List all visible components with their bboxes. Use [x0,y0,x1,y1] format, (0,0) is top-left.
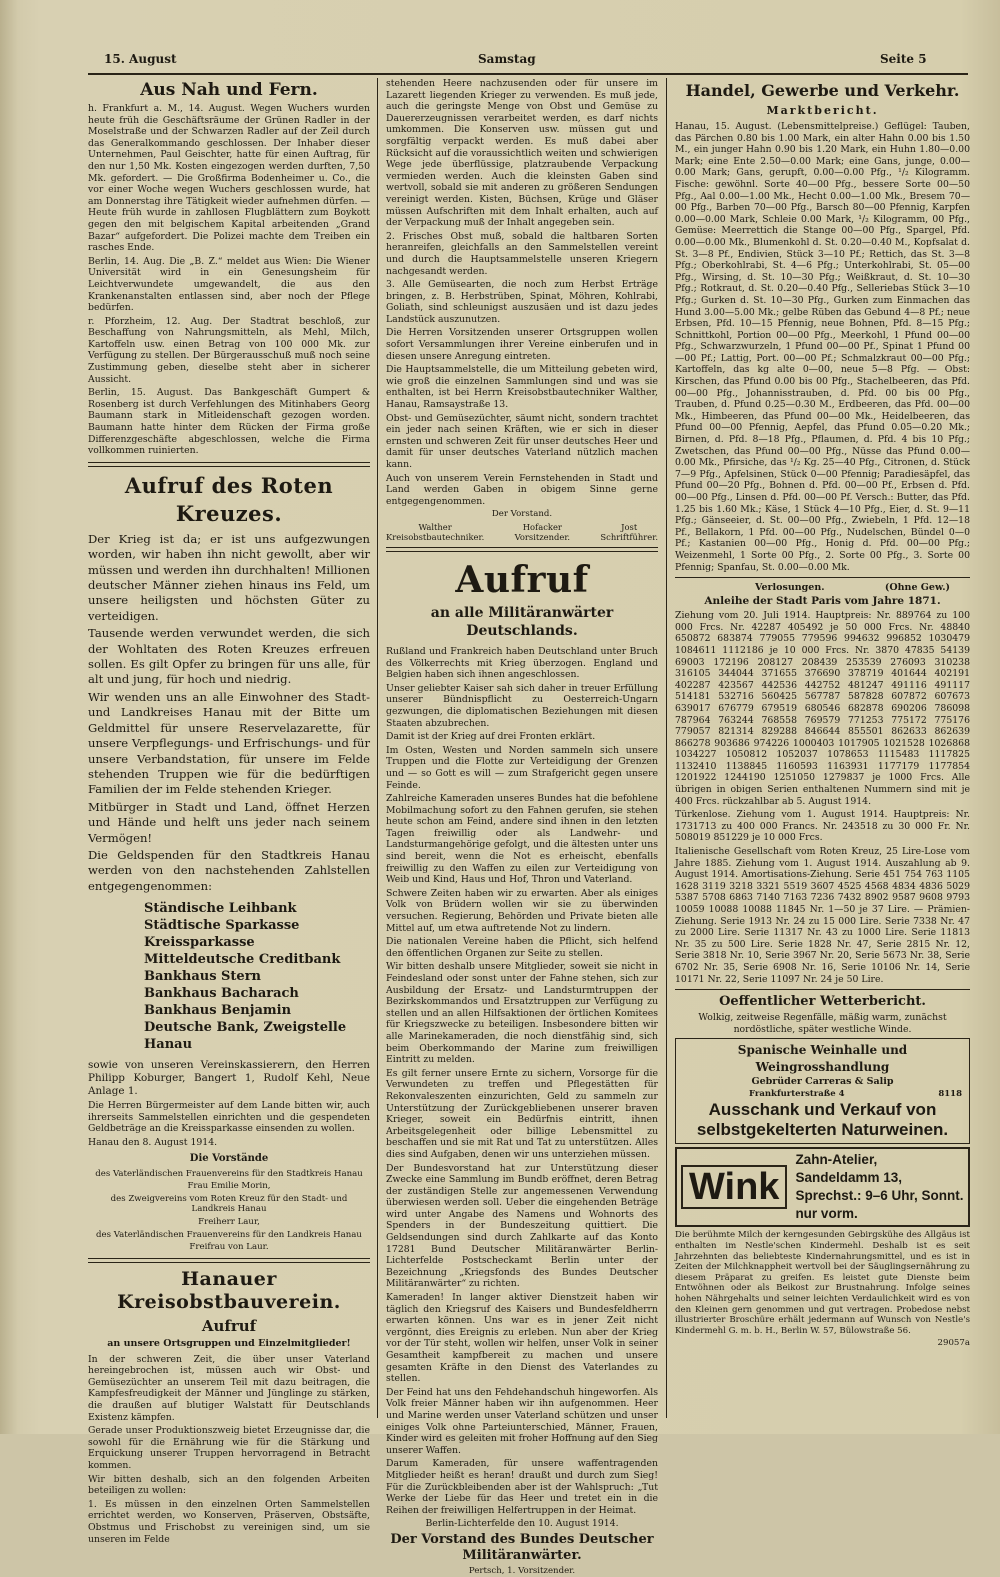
article-paragraph: h. Frankfurt a. M., 14. August. Wegen Wuchers wurden heute früh die Geschäftsräume der Grünen Radler in der Moselstraße und der Schwarzen Radler auf der Zeil durch das Generalkommando geschlossen. Der Inhaber dieser Unternehmen, Paul Geischter, hatte für einen Auftrag, für den nur 1,50 Mk. Kosten eingezogen werden durften, 7,50 Mk. gefordert. — Die Großfirma Bodenheimer u. Co., die vor einer Woche wegen Wuchers geschlossen wurde, hat am Donnerstag ihre Tätigkeit wieder aufnehmen dürfen. — Heute früh wurde in zahllosen Flugblättern zum Boykott gegen den mit belgischem Kapital arbeitenden „Grand Bazar“ aufgefordert. Die Polizei machte dem Treiben ein rasches Ende. [88,103,370,254]
page-header [0,52,1000,72]
article-paragraph: Zahlreiche Kameraden unseres Bundes hat die befohlene Mobilmachung sofort zu den Fahnen gerufen, sie stehen heute schon am Feind, andere sind ihnen in den letzten Tagen freiwillig oder als Landwehr- und Landsturmangehörige gefolgt, und die ältesten unter uns sind bereit, wenn die Not es erheischt, ebenfalls freiwillig zu den Waffen zu eilen zur Verteidigung von Weib und Kind, Haus und Hof, Thron und Vaterland. [386,793,658,886]
section-divider [88,462,370,467]
ad-line: selbstgekelterten Naturweinen. [696,1120,949,1140]
section-divider [675,989,970,990]
article-paragraph: Darum Kameraden, für unsere waffentragenden Mitglieder heißt es heran! draußt und durch zum Sieg! Für die Zurückbleibenden aber ist der Wahlspruch: „Tut Werke der Liebe für das Heer und tretet ein in die Reihen der freiwilligen Helfertruppen in der Heimat. [386,1458,658,1516]
article-paragraph: Gerade unser Produktionszweig bietet Erzeugnisse dar, die sowohl für die Ernährung wie für die Stärkung und Erquickung unserer Truppen hervorragend in Betracht kommen. [88,1425,370,1472]
bank-list [88,900,370,1053]
lottery-results: Türkenlose. Ziehung vom 1. August 1914. Hauptpreis: Nr. 1731713 zu 400 000 Francs. Nr. 243518 zu 30 000 Fr. Nr. 508019 851229 je 10 000 Frcs. [675,809,970,844]
signature-line: des Vaterländischen Frauenvereins für den Landkreis Hanau [96,1229,362,1240]
signature-line: des Vaterländischen Frauenvereins für den Stadtkreis Hanau [95,1168,363,1179]
advertisement-weinhalle [675,1038,970,1144]
article-paragraph: Berlin, 15. August. Das Bankgeschäft Gumpert & Rosenberg ist durch Verfehlungen des Mitinhabers Georg Baumann stark in Mitleidenschaft gezogen worden. Baumann hatte hinter dem Rücken der Firma große Differenzgeschäfte abgeschlossen, welche die Firma vollkommen ruinierten. [88,387,370,457]
article-subtitle: an alle Militäranwärter Deutschlands. [430,604,614,639]
article-paragraph: Berlin, 14. Aug. Die „B. Z.“ meldet aus Wien: Die Wiener Universität wird in ein Genesungsheim für Leichtverwundete umgewandelt, die aus den Krankenanstalten entlassen sind, aber noch der Pflege bedürfen. [88,255,370,314]
column-2 [386,78,658,1576]
bank-name: Ständische Leihbank [144,901,297,917]
article-title-rotes-kreuz: Aufruf des Roten Kreuzes. [124,472,334,526]
signature-line: Freifrau von Laur. [189,1242,269,1253]
column-rule-1 [377,78,378,1418]
lottery-results: Ziehung vom 20. Juli 1914. Hauptpreis: Nr. 889764 zu 100 000 Frcs. Nr. 42287 405492 je 50 000 Frcs. Nr. 48840 650872 683874 779055 779596 994632 996852 1030479 1084611 1112186 je 10 000 Frcs. Nr. 3870 47835 54139 69003 172196 208127 208439 253539 276093 310238 316105 344044 371655 376690 378719 401644 402191 402287 423567 442536 442752 481247 491116 491117 514181 532716 560425 567787 587828 607872 607673 639017 676779 679519 680546 682878 690206 786098 787964 763244 768558 769579 771253 775172 775176 779057 821314 829288 846644 855501 862633 862639 866278 903686 974226 1000403 1017905 1021528 1026868 1034227 1050812 1052037 1078653 1115483 1117825 1132410 1138845 1160593 1163931 1177179 1177854 1201922 1244190 1251050 1279837 je 1000 Frcs. Alle übrigen in obigen Serien enthaltenen Nummern sind mit je 400 Frcs. rückzahlbar ab 5. August 1914. [675,610,970,807]
signature-name: Hofacker [522,521,562,532]
article-paragraph: Auch von unserem Verein Fernstehenden in Stadt und Land werden Gaben in obigem Sinne gerne entgegengenommen. [386,472,658,507]
section-title-handel: Handel, Gewerbe und Verkehr. [685,81,960,100]
bank-name: Kreissparkasse [144,935,255,951]
signature-line: Freiherr Laur, [198,1216,260,1227]
lottery-title: Anleihe der Stadt Paris vom Jahre 1871. [704,595,941,608]
market-report: Hanau, 15. August. (Lebensmittelpreise.) Geflügel: Tauben, das Pärchen 0.80 bis 1.00 Mark, ein alter Hahn 0.00 bis 1.50 M., ein junger Hahn 0.90 bis 1.20 Mark, ein Huhn 1.80—0.00 Mark; eine Ente 2.50—0.00 Mark; eine Gans, junge, 0.00—0.00 Mark; Gans, gerupft, 0.00—0.00 Pfg., ¹/₂ Kilogramm. Fische: gewöhnl. Sorte 40—00 Pfg., bessere Sorte 00—50 Pfg., Aal 0.00—1.00 Mk., Hecht 0.00—1.00 Mk., Bresem 70—00 Pfg., Barben 70—00 Pfg., Barsch 80—00 Pfennig, Karpfen 0.00—0.00 Mark, Schleie 0.00 Mark, ¹/₂ Kilogramm, 00 Pfg., Gemüse: Meerrettich die Stange 00—00 Pfg., Spargel, Pfd. 0.00—0.00 Mk., Blumenkohl d. St. 0.20—0.40 M., Kopfsalat d. St. 3—8 Pf., Endivien, Stück 3—10 Pf.; Rettich, das St. 3—8 Pfg.; Oberkohlrabi, St. 4—6 Pfg.; Unterkohlrabi, St. 05—00 Pfg., Wirsing, d. St. 10—30 Pfg.; Weißkraut, d. St. 10—30 Pfg.; Rotkraut, d. St. 0.20—0.40 Pfg., Selleriebas Stück 3—10 Pfg.; Gurken d. St. 10—30 Pfg., Gurken zum Einmachen das Hund 3.00—5.00 Mk.; gelbe Rüben das Gebund 4—8 Pf.; neue Erbsen, Pfd. 10—15 Pfennig, neue Bohnen, Pfd. 8—15 Pfg.; Schnittkohl, Portion 00—00 Pfg., Meerkohl, 1 Pfund 00—00 Pfg., Schwarzwurzeln, 1 Pfund 00—00 Pf., Spinat 1 Pfund 00—00 Pf.; Lattig, Port. 00—00 Pf.; Schmalzkraut 00—00 Pfg.; Kartoffeln, das kg alte 0—00, neue 5—8 Pfg. — Obst: Kirschen, das Pfund 0.00 bis 00 Pfg., Stachelbeeren, das Pfd. 00—00 Pfg., Johannisstrauben, d. Pfd. 00 bis 00 Pfg., Trauben, d. Pfund 0.25—0.30 M., Erdbeeren, das Pfd. 00—00 Mk., Himbeeren, das Pfund 00—00 Mk., Heidelbeeren, das Pfund 00—00 Pfennig, Aepfel, das Pfund 0.05—0.20 Mk.; Birnen, d. Pfd. 8—18 Pfg., Pflaumen, d. Pfd. 4 bis 10 Pfg.; Zwetschen, das Pfund 00—00 Pfg., Nüsse das Pfund 0.00—0.00 Mk., Pfirsiche, das ¹/₂ Kg. 25—40 Pfg., Citronen, d. Stück 7—9 Pfg., Apfelsinen, Stück 0—00 Pfennig; Paradiesäpfel, das Pfund 00—20 Pfg., Bohnen d. Pfd. 00—00 Pf., Erbsen d. Pfd. 00—00 Pfg., Linsen d. Pfd. 00—00 Pf. Versch.: Butter, das Pfd. 1.25 bis 1.60 Mk.; Käse, 1 Stück 4—10 Pfg., Eier, d. St. 9—11 Pfg.; Gänseeier, d. St. 00—00 Pfg., Zwiebeln, 1 Pfd. 12—18 Pf., Bellakorn, 1 Pfd. 00—00 Pfg., Nudelschen, Bündel 0—0 Pf.; Kastanien 00—00 Pfg., Honig d. Pfd. 00—00 Pfg.; Weizenmehl, 1 Sorte 00 Pfg., 2. Sorte 00 Pfg., 3. Sorte 00 Pfennig; Spanfau, St. 0.00—0.00 Mk. [675,121,970,573]
column-3 [675,78,970,1418]
signature [386,522,484,542]
signature-name: Walther [418,521,452,532]
article-paragraph: Der Krieg ist da; er ist uns aufgezwungen worden, wir haben ihn nicht gewollt, aber wir müssen und werden ihn durchhalten! Millionen deutscher Männer ziehen hinaus ins Feld, um unsere heiligsten und höchsten Güter zu verteidigen. [88,531,370,623]
article-paragraph: r. Pforzheim, 12. Aug. Der Stadtrat beschloß, zur Beschaffung von Nahrungsmitteln, als Mehl, Milch, Kartoffeln usw. einen Betrag von 100 000 Mk. zur Verfügung zu stellen. Der Bürgerausschuß muß noch seine Zustimmung geben, dieselbe steht aber in sicherer Aussicht. [88,315,370,385]
ad-line: Ausschank und Verkauf von [708,1100,937,1120]
article-paragraph: Unser geliebter Kaiser sah sich daher in treuer Erfüllung unserer Bündnispflicht zu Oesterreich-Ungarn gezwungen, die diplomatischen Beziehungen mit diesen Staaten abzubrechen. [386,682,658,729]
article-paragraph: Die Geldspenden für den Stadtkreis Hanau werden von den nachstehenden Zahlstellen entgegengenommen: [88,847,370,893]
article-paragraph: Die Herren Bürgermeister auf dem Lande bitten wir, auch ihrerseits Sammelstellen einrichten und die gespendeten Geldbeträge an die Kreissparkasse einsenden zu wollen. [88,1100,370,1135]
lottery-results: Italienische Gesellschaft vom Roten Kreuz, 25 Lire-Lose vom Jahre 1885. Ziehung vom 1. August 1914. Auszahlung ab 9. August 1914. Amortisations-Ziehung. Serie 451 754 763 1105 1628 3119 3218 3321 5519 3607 4525 4568 4834 4836 5029 5387 5708 6863 7140 7163 7236 7432 8902 9587 9608 9793 10059 10088 10088 11845 Nr. 1—50 je 37 Lire. — Prämien-Ziehung. Serie 1913 Nr. 24 zu 15 000 Lire. Serie 7338 Nr. 47 zu 2000 Lire. Serie 11317 Nr. 43 zu 1000 Lire. Serie 11813 Nr. 35 zu 500 Lire. Serie 1828 Nr. 47, Serie 2815 Nr. 12, Serie 3818 Nr. 10, Serie 3967 Nr. 20, Serie 5673 Nr. 38, Serie 6702 Nr. 35, Serie 6908 Nr. 16, Serie 10106 Nr. 14, Serie 10171 Nr. 22, Serie 11097 Nr. 24 je 50 Lire. [675,846,970,985]
article-paragraph: Der Feind hat uns den Fehdehandschuh hingeworfen. Als Volk freier Männer haben wir ihn aufgenommen. Heer und Marine werden unser Vaterland schützen und unser einiges Volk ohne Parteiunterschied, Männer, Frauen, Kinder wird es geleiten mit froher Hoffnung auf den Sieg unserer Waffen. [386,1386,658,1456]
article-title-aufruf: Aufruf [455,558,589,601]
bank-name: Bankhaus Stern [144,969,262,985]
ad-firm: Gebrüder Carreras & Salip [751,1076,894,1088]
bank-name: Städtische Sparkasse [144,918,300,934]
signature [600,522,658,542]
article-paragraph: Hanau den 8. August 1914. [88,1136,218,1148]
article-paragraph: Tausende werden verwundet werden, die sich der Wohltaten des Roten Kreuzes erfreuen sollen. Es gilt Opfer zu bringen für uns alle, für alt und jung, für hoch und niedrig. [88,626,370,687]
article-paragraph: 2. Frisches Obst muß, sobald die haltbaren Sorten heranreifen, gleichfalls an den Sammelstellen vereint und durch die Hauptsammelstelle unseren Kriegern nachgesandt werden. [386,230,658,277]
ad-title: Spanische Weinhalle und Weingrosshandlung [737,1043,908,1075]
ad-line: Sprechst.: 9–6 Uhr, Sonnt. nur vorm. [795,1188,964,1222]
column-rule-2 [666,78,667,1418]
article-paragraph: Wir wenden uns an alle Einwohner des Stadt- und Landkreises Hanau mit der Bitte um Geldmittel für unsere Reservelazarette, für unsere Verpflegungs- und Erfrischungs- und für unsere Verbandstation, für unsere im Felde stehenden Truppen wie für die bedürftigen Familien der im Felde stehenden Krieger. [88,689,370,797]
advertisement-nestle: Die berühmte Milch der kerngesunden Gebirgskühe des Allgäus ist enthalten im Nestle'schen Kindermehl. Deshalb ist es seit Jahrzehnten das beliebteste Kindernahrungsmittel, und es ist in Zeiten der Milchknappheit wertvoll bei der Säuglingsernährung zu diesem Präparat zu greifen. Es leistet gute Dienste beim Entwöhnen oder als Beikost zur Brustnahrung. Infolge seines hohen Nährgehalts und seiner leichten Verdaulichkeit wird es von den Kleinen gern genommen und gut vertragen. Probedose nebst illustrierter Broschüre erhält jedermann auf Wunsch von Nestle's Kindermehl G. m. b. H., Berlin W. 57, Bülowstraße 56. [675,1230,970,1336]
section-divider [88,1258,370,1263]
signature-row [386,522,658,542]
article-paragraph: sowie von unseren Vereinskassierern, den Herren Philipp Koburger, Bangert 1, Rudolf Kehl, Neue Anlage 1. [88,1059,370,1098]
article-paragraph: stehenden Heere nachzusenden oder für unsere im Lazarett liegenden Krieger zu verwenden. Es muß jede, auch die geringste Menge von Obst und Gemüse zu Dauererzeugnissen verarbeitet werden, es darf nichts umkommen. Die Konserven usw. müssen gut und sorgfältig verpackt werden. Es muß dabei aber Rücksicht auf die voraussichtlich weiten und schwierigen Wege jede überflüssige, platzraubende Verpackung vermieden werden. Auch die kleinsten Gaben sind wertvoll, sobald sie mit anderen zu größeren Sendungen vereinigt werden. Kisten, Büchsen, Krüge und Gläser müssen Aufschriften mit dem Inhalt erhalten, auch auf der Verpackung muß der Inhalt angegeben sein. [386,78,658,229]
bank-name: Bankhaus Benjamin [144,1003,292,1019]
ad-details [795,1151,964,1223]
ad-code: 8118 [938,1089,962,1100]
lottery-header [755,582,950,593]
article-paragraph: Mitbürger in Stadt und Land, öffnet Herzen und Hände und helft uns jeder nach seinem Vermögen! [88,799,370,845]
lottery-heading: Verlosungen. [755,582,825,594]
ad-address-row [679,1088,966,1100]
article-paragraph: 3. Alle Gemüsearten, die noch zum Herbst Erträge bringen, z. B. Herbstrüben, Spinat, Möhren, Kohlrabi, Goliath, sind schleunigst auszusäen und ist dazu jedes Landstück auszunutzen. [386,279,658,325]
signature-name: Jost [621,521,638,532]
header-date: 15. August [104,52,177,66]
ad-logo-wink: Wink [681,1165,787,1209]
article-paragraph: Im Osten, Westen und Norden sammeln sich unsere Truppen und die Flotte zur Verteidigung der Grenzen und — so Gott es will — zum Strafgericht gegen unsere Feinde. [386,744,658,791]
signature-role: Kreisobstbautechniker. [386,531,485,542]
bank-name: Bankhaus Bacharach [144,986,299,1002]
weather-title: Oeffentlicher Wetterbericht. [719,994,926,1010]
advertisement-wink [675,1147,970,1227]
bank-name: Mitteldeutsche Creditbank [144,952,341,968]
section-subtitle: Marktbericht. [766,104,879,117]
section-divider [675,577,970,578]
section-divider [386,547,658,552]
signature-heading: Der Vorstand. [491,509,553,520]
article-title-kreisobstbauverein: Hanauer Kreisobstbauverein. [117,1267,341,1313]
header-weekday: Samstag [478,52,536,66]
article-paragraph: Es gilt ferner unsere Ernte zu sichern, Vorsorge für die Verwundeten zu treffen und Pflegestätten für Rekonvaleszenten einzurichten, Geld zu sammeln zur Unterstützung der Zurückgebliebenen unserer braven Krieger, soweit ein Bedürfnis eintritt, ihnen Arbeitsgelegenheit oder billige Lebensmittel zu beschaffen und sie mit Rat und Tat zu unterstützen. Alles dies sind Aufgaben, denen wir uns unterziehen müssen. [386,1067,658,1160]
article-paragraph: Die Hauptsammelstelle, die um Mitteilung gebeten wird, wie groß die einzelnen Sammlungen sind und was sie enthalten, ist bei Herrn Kreisobstbautechniker Walther, Hanau, Ramsaystraße 13. [386,364,658,411]
article-paragraph: Der Bundesvorstand hat zur Unterstützung dieser Zwecke eine Sammlung im Bundb eröffnet, deren Betrag der zuständigen Stelle zur angemessenen Verwendung überwiesen werden soll. Ueber die eingehenden Beträge wird unter Angabe des Namens und Wohnorts des Spenders in der Bundeszeitung quittiert. Die Geldsendungen sind durch Zahlkarte auf das Konto 17281 Bund Deutscher Militäranwärter Berlin-Lichterfelde Postscheckamt Berlin unter der Bezeichnung „Kriegsfonds des Bundes Deutscher Militäranwärter“ zu richten. [386,1162,658,1290]
article-paragraph: Wir bitten deshalb unsere Mitglieder, soweit sie nicht in Feindesland oder sonst unter der Fahne stehen, sich zur Ausbildung der Ersatz- und Landsturmtruppen der Bezirkskommandos und Ersatztruppen zur Verfügung zu stellen und an allen Hilfsaktionen der örtlichen Komitees für Kriegszwecke zu beteiligen. Insbesondere bitten wir alle Marinekameraden, die noch dienstfähig sind, sich beim Oberkommando der Marine zum freiwilligen Eintritt zu melden. [386,961,658,1066]
article-paragraph: Kameraden! In langer aktiver Dienstzeit haben wir täglich den Kriegsruf des Kaisers und Bundesfeldherrn erwarten können. Uns war es in jener Zeit nicht vergönnt, dies Ereignis zu erleben. Nun aber der Krieg vor der Tür steht, wollen wir helfen, unser Volk in seiner Gesamtheit kampfbereit zu machen und unsere gesamten Kräfte in den Dienst des Vaterlandes zu stellen. [386,1292,658,1385]
article-signature-title: Der Vorstand des Bundes Deutscher Militäranwärter. [390,1531,654,1563]
bank-name: Deutsche Bank, Zweigstelle Hanau [144,1020,347,1053]
article-paragraph: Die nationalen Vereine haben die Pflicht, sich helfend den öffentlichen Organen zur Seite zu stellen. [386,936,658,959]
ad-address: Frankfurterstraße 4 [749,1089,845,1100]
lottery-note: (Ohne Gew.) [884,582,950,594]
signature-line: des Zweigvereins vom Roten Kreuz für den Stadt- und Landkreis Hanau [110,1193,348,1215]
article-paragraph: In der schweren Zeit, die über unser Vaterland hereingebrochen ist, müssen auch wir Obst- und Gemüsezüchter an unserem Teil mit dazu beitragen, die Kampfesfreudigkeit der Männer und Jünglinge zu stärken, die draußen auf blutiger Walstatt für Deutschlands Existenz kämpfen. [88,1353,370,1423]
signature-role: Vorsitzender. [514,531,571,542]
weather-text: Wolkig, zeitweise Regenfälle, mäßig warm, zunächst nordöstliche, später westliche Winde. [698,1012,947,1035]
header-page-number: Seite 5 [880,52,927,66]
article-paragraph: Berlin-Lichterfelde den 10. August 1914. [425,1518,619,1530]
article-paragraph: Damit ist der Krieg auf drei Fronten erklärt. [386,731,596,743]
signature-line: Frau Emilie Morin, [187,1181,271,1192]
article-subtitle: Aufruf [201,1316,257,1335]
ad-line: Zahn-Atelier, Sandeldamm 13, [795,1152,902,1186]
ad-code: 29057a [937,1338,970,1349]
signatures-heading: Die Vorstände [189,1152,269,1164]
signature [515,522,571,542]
article-paragraph: Wir bitten deshalb, sich an den folgenden Arbeiten beteiligen zu wollen: [88,1473,370,1497]
article-signature: Pertsch, 1. Vorsitzender. [468,1565,576,1576]
article-subtitle: an unsere Ortsgruppen und Einzelmitglieder! [107,1337,351,1349]
article-title-aus-nah-und-fern: Aus Nah und Fern. [140,80,318,100]
header-rule [88,73,968,75]
column-1 [88,78,370,1545]
article-paragraph: 1. Es müssen in den einzelnen Orten Sammelstellen errichtet werden, wo Konserven, Präserven, Obstsäfte, Obstmus und Frischobst zu vereinigen sind, um sie unseren im Felde [88,1498,370,1545]
article-paragraph: Die Herren Vorsitzenden unserer Ortsgruppen wollen sofort Versammlungen ihrer Vereine einberufen und in diesen unsere Anregung eintreten. [386,327,658,362]
signature-role: Schriftführer. [600,531,658,542]
article-paragraph: Obst- und Gemüsezüchter, säumt nicht, sondern trachtet ein jeder nach seinen Kräften, wie er sich in dieser ernsten und schweren Zeit für unser deutsches Heer und damit für unser deutsches Vaterland nützlich machen kann. [386,412,658,470]
article-paragraph: Rußland und Frankreich haben Deutschland unter Bruch des Völkerrechts mit Krieg überzogen. England und Belgien haben sich ihnen angeschlossen. [386,645,658,681]
article-paragraph: Schwere Zeiten haben wir zu erwarten. Aber als einiges Volk von Brüdern wollen wir sie zu überwinden versuchen. Regierung, Behörden und Private bieten alle Mittel auf, um etwa auftretende Not zu lindern. [386,887,658,934]
